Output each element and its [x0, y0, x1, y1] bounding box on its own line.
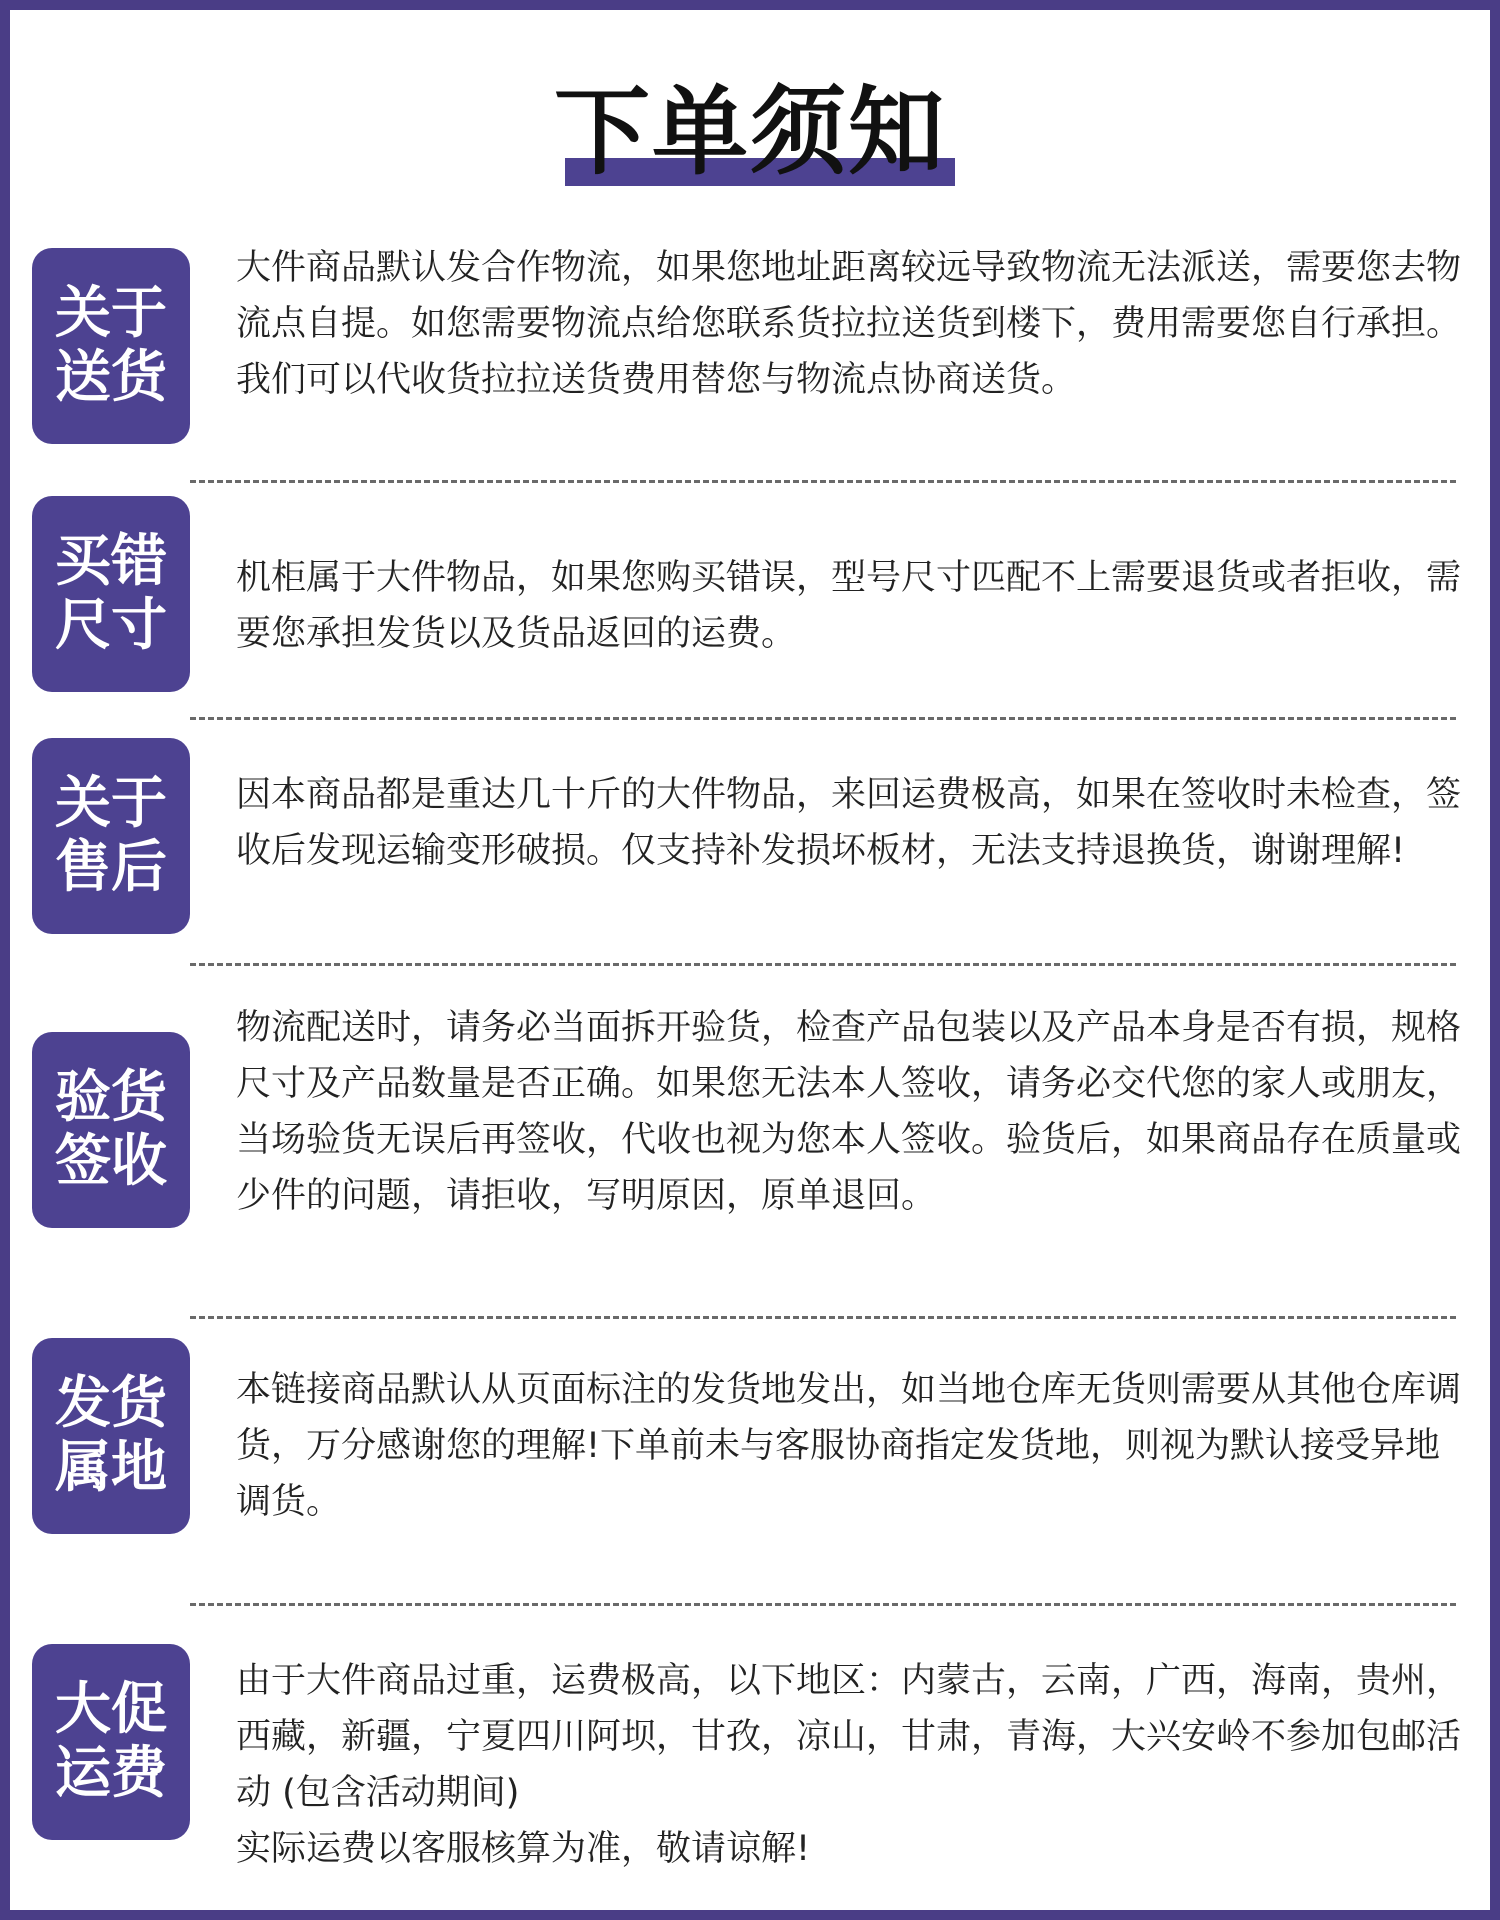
section-label-badge: [32, 738, 190, 934]
section-label: 买错尺寸: [55, 529, 167, 658]
section-divider: [190, 480, 1456, 483]
page-title: 下单须知: [554, 76, 946, 188]
section-label-badge: [32, 1032, 190, 1228]
section-text: 物流配送时，请务必当面拆开验货，检查产品包装以及产品本身是否有损，规格尺寸及产品数量是否正确。如果您无法本人签收，请务必交代您的家人或朋友，当场验货无误后再签收，代收也视为您本人签收。验货后，如果商品存在质量或少件的问题，请拒收，写明原因，原单退回。: [236, 1008, 1462, 1216]
section-text-note: 实际运费以客服核算为准，敬请谅解!: [236, 1829, 811, 1869]
section-text: 机柜属于大件物品，如果您购买错误，型号尺寸匹配不上需要退货或者拒收，需要您承担发货以及货品返回的运费。: [236, 558, 1462, 654]
section-label: 发货属地: [55, 1371, 167, 1500]
section-text: 大件商品默认发合作物流，如果您地址距离较远导致物流无法派送，需要您去物流点自提。如您需要物流点给您联系货拉拉送货到楼下，费用需要您自行承担。我们可以代收货拉拉送货费用替您与物流点协商送货。: [236, 248, 1462, 400]
section-label-badge: [32, 248, 190, 444]
section-label-badge: [32, 1338, 190, 1534]
section-label-badge: [32, 1644, 190, 1840]
section-label: 验货签收: [55, 1065, 167, 1194]
section-divider: [190, 1603, 1456, 1606]
section-label: 关于送货: [55, 281, 167, 410]
section-label: 大促运费: [55, 1677, 167, 1806]
section-text: 因本商品都是重达几十斤的大件物品，来回运费极高，如果在签收时未检查，签收后发现运输变形破损。仅支持补发损坏板材，无法支持退换货，谢谢理解!: [236, 775, 1462, 871]
section-divider: [190, 717, 1456, 720]
section-divider: [190, 1316, 1456, 1319]
section-label: 关于售后: [55, 771, 167, 900]
section-text: 由于大件商品过重，运费极高，以下地区：内蒙古，云南，广西，海南，贵州，西藏，新疆，宁夏四川阿坝，甘孜，凉山，甘肃，青海，大兴安岭不参加包邮活动 (包含活动期间): [236, 1661, 1462, 1813]
section-text: 本链接商品默认从页面标注的发货地发出，如当地仓库无货则需要从其他仓库调货，万分感谢您的理解!下单前未与客服协商指定发货地，则视为默认接受异地调货。: [236, 1370, 1462, 1522]
section-label-badge: [32, 496, 190, 692]
section-divider: [190, 963, 1456, 966]
header: [10, 72, 1490, 202]
